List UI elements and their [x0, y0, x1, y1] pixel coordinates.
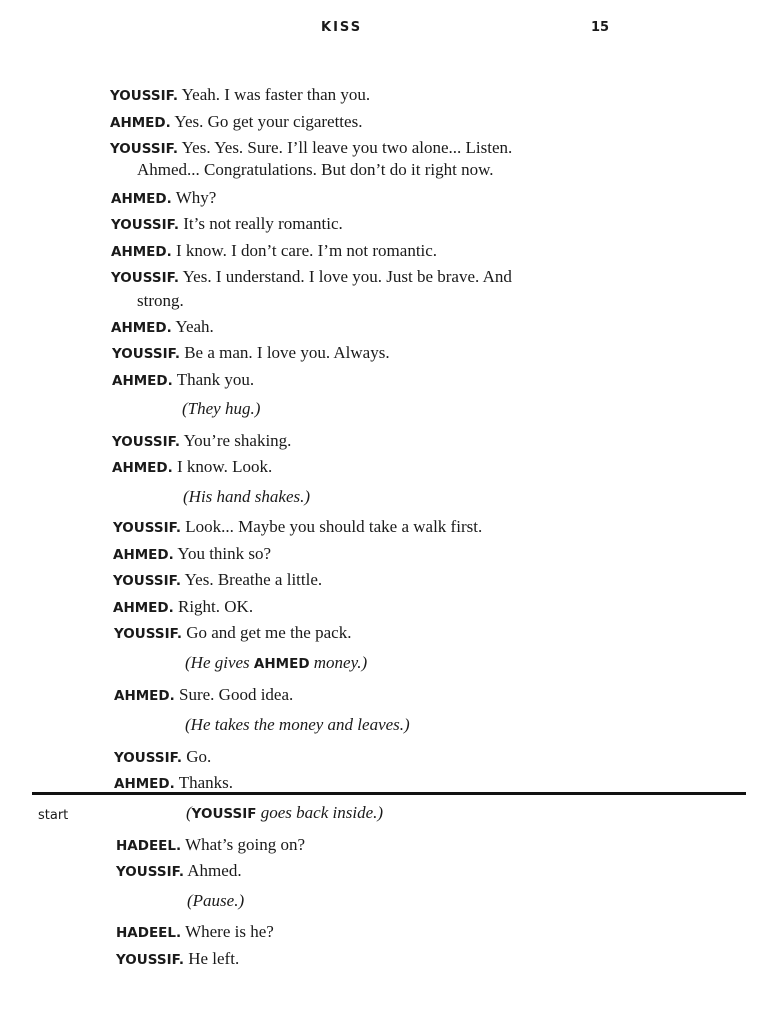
speaker-name: YOUSSIF. [113, 573, 181, 589]
dialogue-text: Why? [171, 188, 217, 207]
dialogue-text: Go and get me the pack. [181, 623, 352, 642]
speaker-name: YOUSSIF. [116, 864, 184, 880]
dialogue-line [112, 430, 291, 453]
direction-text: ( [186, 803, 192, 822]
dialogue-text: Yes. Breathe a little. [180, 570, 323, 589]
speaker-name: AHMED. [111, 191, 172, 207]
dialogue-line [113, 596, 253, 619]
dialogue-line [113, 543, 271, 566]
dialogue-text: I know. Look. [172, 457, 273, 476]
speaker-name: YOUSSIF [191, 806, 257, 822]
dialogue-text: Right. OK. [173, 597, 254, 616]
speaker-name: YOUSSIF. [112, 346, 180, 362]
dialogue-line [114, 746, 211, 769]
dialogue-line [114, 622, 351, 645]
dialogue-line [116, 860, 242, 883]
dialogue-line [112, 369, 254, 392]
direction-text: goes back inside.) [256, 803, 384, 822]
speaker-name: AHMED. [114, 688, 175, 704]
dialogue-text: He left. [183, 949, 240, 968]
dialogue-line [111, 316, 214, 339]
stage-direction [185, 652, 367, 675]
dialogue-continuation: Ahmed... Congratulations. But don’t do it right now. [137, 160, 494, 179]
page-number: 15 [591, 20, 610, 35]
dialogue-text: You’re shaking. [179, 431, 292, 450]
dialogue-text: I know. I don’t care. I’m not romantic. [171, 241, 438, 260]
dialogue-line [116, 948, 239, 971]
dialogue-text: Thanks. [174, 773, 233, 792]
dialogue-text: Be a man. I love you. Always. [179, 343, 390, 362]
dialogue-line [114, 684, 293, 707]
speaker-name: YOUSSIF. [110, 141, 178, 157]
speaker-name: AHMED. [111, 244, 172, 260]
speaker-name: YOUSSIF. [114, 626, 182, 642]
speaker-name: AHMED. [112, 460, 173, 476]
dialogue-text: Go. [181, 747, 212, 766]
speaker-name: YOUSSIF. [116, 952, 184, 968]
speaker-name: YOUSSIF. [113, 520, 181, 536]
dialogue-text: Where is he? [181, 922, 274, 941]
dialogue-line [116, 921, 274, 944]
dialogue-line [116, 834, 305, 857]
dialogue-line [111, 266, 512, 289]
running-title: KISS [321, 20, 363, 35]
section-divider [32, 792, 746, 795]
speaker-name: YOUSSIF. [110, 88, 178, 104]
speaker-name: YOUSSIF. [112, 434, 180, 450]
speaker-name: AHMED [253, 656, 310, 672]
dialogue-text: Yes. Yes. Sure. I’ll leave you two alone... Listen. [177, 138, 513, 157]
dialogue-text: It’s not really romantic. [178, 214, 343, 233]
speaker-name: AHMED. [112, 373, 173, 389]
speaker-name: YOUSSIF. [111, 270, 179, 286]
dialogue-text: Ahmed. [183, 861, 242, 880]
dialogue-continuation: strong. [137, 291, 184, 310]
dialogue-text: Yes. I understand. I love you. Just be brave. And [178, 267, 512, 286]
dialogue-text: You think so? [173, 544, 272, 563]
speaker-name: AHMED. [111, 320, 172, 336]
dialogue-text: Thank you. [172, 370, 255, 389]
speaker-name: AHMED. [113, 600, 174, 616]
speaker-name: YOUSSIF. [111, 217, 179, 233]
margin-note: start [38, 808, 69, 823]
dialogue-line [111, 240, 437, 263]
dialogue-text: Yes. Go get your cigarettes. [170, 112, 363, 131]
dialogue-text: What’s going on? [181, 835, 306, 854]
dialogue-text: Yeah. [171, 317, 214, 336]
stage-direction [186, 802, 383, 825]
speaker-name: AHMED. [110, 115, 171, 131]
direction-text: money.) [309, 653, 368, 672]
dialogue-line [111, 187, 216, 210]
speaker-name: AHMED. [113, 547, 174, 563]
stage-direction: (His hand shakes.) [183, 487, 311, 506]
dialogue-line [113, 516, 482, 539]
stage-direction: (He takes the money and leaves.) [185, 715, 410, 734]
dialogue-line [112, 342, 390, 365]
speaker-name: YOUSSIF. [114, 750, 182, 766]
dialogue-line [110, 137, 512, 160]
stage-direction: (They hug.) [182, 399, 261, 418]
dialogue-line [110, 111, 362, 134]
dialogue-line [110, 84, 370, 107]
dialogue-line [112, 456, 272, 479]
dialogue-text: Yeah. I was faster than you. [177, 85, 371, 104]
speaker-name: HADEEL. [116, 925, 182, 941]
dialogue-line [111, 213, 343, 236]
dialogue-line [113, 569, 322, 592]
dialogue-text: Look... Maybe you should take a walk first. [180, 517, 483, 536]
speaker-name: HADEEL. [116, 838, 182, 854]
dialogue-text: Sure. Good idea. [174, 685, 294, 704]
direction-text: (He gives [185, 653, 254, 672]
stage-direction: (Pause.) [187, 891, 245, 910]
speaker-name: AHMED. [114, 776, 175, 792]
